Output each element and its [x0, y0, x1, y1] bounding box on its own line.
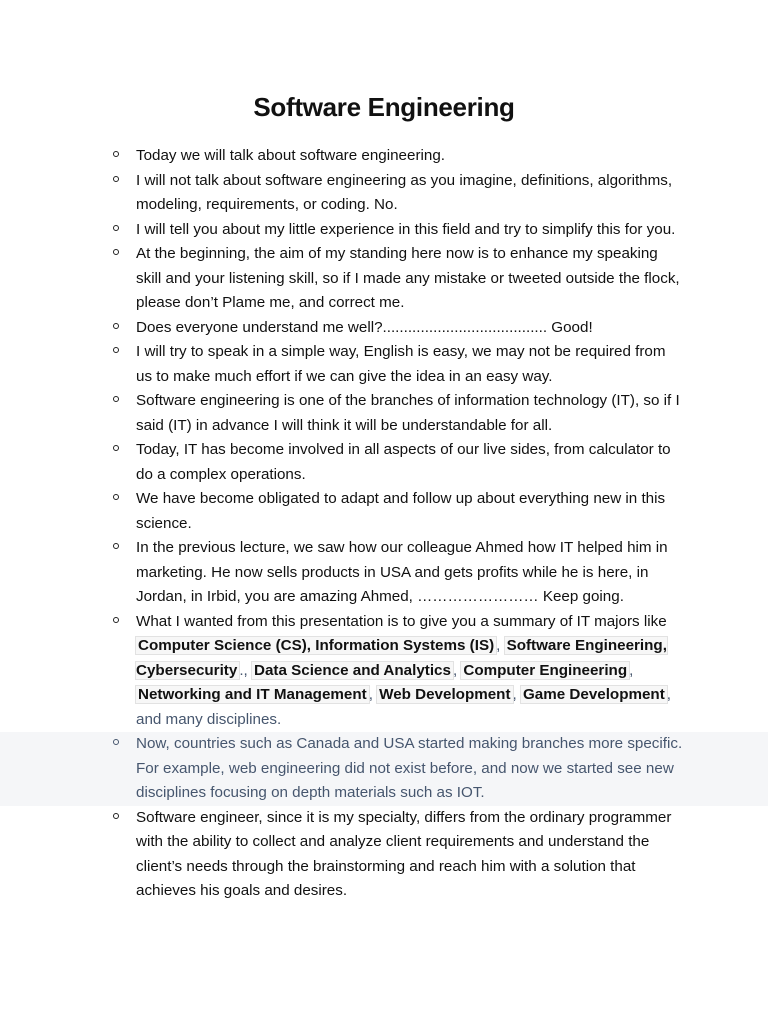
bullet-list [0, 144, 768, 904]
major-highlight-se-cyber: Software Engineering, Cybersecurity [136, 637, 667, 679]
list-item-text: At the beginning, the aim of my standing here now is to enhance my speaking skill and your listening skill, so if I made any mistake or tweeted outside the flock, please don’t Plame me, and correct me. [136, 245, 680, 311]
separator: ., [239, 661, 252, 679]
major-highlight-computer-engineering: Computer Engineering [463, 661, 628, 679]
separator: , [452, 661, 462, 679]
list-item-text: Now, countries such as Canada and USA started making branches more specific. For example, web engineering did not exist before, and now we started see new disciplines focusing on depth materials such as IOT. [136, 735, 683, 801]
separator: , [629, 661, 634, 679]
list-item-text: Software engineer, since it is my specialty, differs from the ordinary programmer with the ability to collect and analyze client requirements and understand the client’s needs through the brainstorming and reach him with a solution that achieves his goals and desires. [136, 808, 672, 899]
list-item [0, 389, 768, 438]
circle-bullet-icon [113, 151, 119, 157]
list-item-text: Today, IT has become involved in all aspects of our live sides, from calculator to do a complex operations. [136, 441, 671, 483]
list-item [0, 487, 768, 536]
circle-bullet-icon [113, 396, 119, 402]
list-item-text: I will tell you about my little experience in this field and try to simplify this for you. [136, 220, 676, 238]
list-item [0, 169, 768, 218]
majors-list-item [0, 610, 768, 733]
majors-ending-text: , and many disciplines. [136, 686, 672, 728]
list-item [0, 242, 768, 316]
list-item-text: Software engineering is one of the branches of information technology (IT), so if I said (IT) in advance I will think it will be understandable for all. [136, 392, 680, 434]
circle-bullet-icon [113, 617, 119, 623]
list-item [0, 316, 768, 341]
major-highlight-cs-is: Computer Science (CS), Information Systems (IS) [138, 637, 495, 654]
circle-bullet-icon [113, 347, 119, 353]
list-item [0, 536, 768, 610]
document-title: Software Engineering [253, 92, 515, 122]
separator: , [368, 686, 378, 703]
list-item-text: In the previous lecture, we saw how our colleague Ahmed how IT helped him in marketing. He now sells products in USA and gets profits while he is here, in Jordan, in Irbid, you are amazing Ahmed, …………………… Keep going. [136, 539, 668, 605]
circle-bullet-icon [113, 323, 119, 329]
separator: , [512, 686, 521, 703]
circle-bullet-icon [113, 176, 119, 182]
circle-bullet-icon [113, 225, 119, 231]
list-item-text: We have become obligated to adapt and follow up about everything new in this science. [136, 490, 666, 532]
list-item-text: I will try to speak in a simple way, English is easy, we may not be required from us to make much effort if we can give the idea in an easy way. [136, 343, 666, 385]
major-highlight-data-science: Data Science and Analytics [253, 661, 451, 679]
major-highlight-networking: Networking and IT Management [138, 686, 367, 703]
list-item [0, 144, 768, 169]
list-item [0, 340, 768, 389]
circle-bullet-icon [113, 445, 119, 451]
list-item [0, 218, 768, 243]
majors-intro-text: What I wanted from this presentation is to give you a summary of IT majors like [136, 612, 667, 630]
list-item-text: Does everyone understand me well?....................................... Good! [136, 318, 593, 336]
circle-bullet-icon [113, 249, 119, 255]
engineer-list-item [0, 806, 768, 904]
list-item [0, 438, 768, 487]
list-item-text: I will not talk about software engineering as you imagine, definitions, algorithms, modeling, requirements, or coding. No. [136, 171, 673, 213]
circle-bullet-icon [113, 543, 119, 549]
circle-bullet-icon [113, 494, 119, 500]
circle-bullet-icon [113, 739, 119, 745]
major-highlight-web-development: Web Development [379, 686, 511, 703]
circle-bullet-icon [113, 813, 119, 819]
list-item-text: Today we will talk about software engineering. [136, 147, 445, 164]
major-highlight-game-development: Game Development [522, 686, 665, 703]
separator: , [496, 637, 505, 654]
countries-list-item [0, 732, 768, 806]
